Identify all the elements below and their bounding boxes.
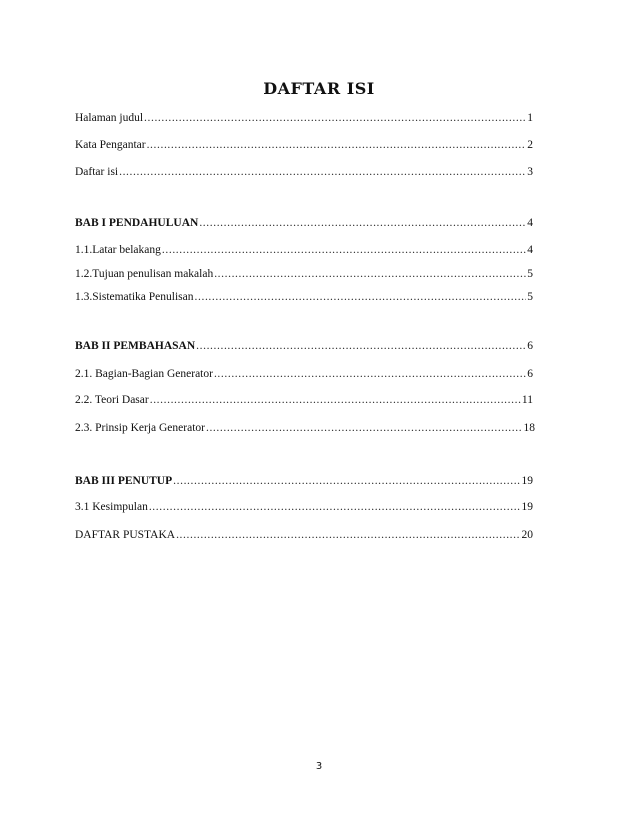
toc-leader-dots [173, 474, 520, 488]
toc-entry-label: 3.1 Kesimpulan [75, 501, 148, 513]
toc-entry-2-1 [75, 367, 533, 381]
toc-leader-dots [147, 138, 527, 152]
toc-entry-bab-2 [75, 339, 533, 353]
toc-entry-daftar-isi [75, 165, 533, 179]
toc-entry-label: BAB III PENUTUP [75, 475, 173, 487]
toc-entry-label: 2.2. Teori Dasar [75, 394, 149, 406]
toc-leader-dots [144, 111, 526, 125]
toc-entry-page: 20 [521, 529, 533, 541]
toc-entry-page: 4 [527, 217, 533, 229]
toc-entry-label: 1.3.Sistematika Penulisan [75, 291, 194, 303]
toc-entry-1-2 [75, 267, 533, 281]
toc-entry-label: 2.1. Bagian-Bagian Generator [75, 368, 213, 380]
toc-leader-dots [162, 243, 526, 257]
toc-entry-label: 1.1.Latar belakang [75, 244, 161, 256]
toc-entry-kata-pengantar [75, 138, 533, 152]
toc-entry-page: 6 [527, 340, 533, 352]
toc-entry-page: 2 [527, 139, 533, 151]
toc-leader-dots [150, 393, 521, 407]
toc-entry-label: 1.2.Tujuan penulisan makalah [75, 268, 214, 280]
toc-entry-label: 2.3. Prinsip Kerja Generator [75, 422, 205, 434]
toc-leader-dots [196, 339, 526, 353]
toc-entry-2-2 [75, 393, 533, 407]
toc-entry-2-3 [75, 421, 535, 435]
toc-entry-page: 5 [527, 291, 533, 303]
toc-entry-page: 19 [521, 501, 533, 513]
toc-entry-page: 4 [527, 244, 533, 256]
toc-entry-page: 1 [527, 112, 533, 124]
toc-entry-page: 11 [521, 394, 533, 406]
toc-entry-label: Kata Pengantar [75, 139, 146, 151]
toc-entry-label: Daftar isi [75, 166, 119, 178]
toc-entry-daftar-pustaka [75, 528, 533, 542]
toc-entry-page: 5 [527, 268, 533, 280]
toc-entry-1-1 [75, 243, 533, 257]
toc-entry-label: BAB II PEMBAHASAN [75, 340, 196, 352]
toc-leader-dots [176, 528, 520, 542]
toc-entry-bab-1 [75, 216, 533, 230]
toc-entry-page: 18 [523, 422, 535, 434]
toc-entry-page: 3 [527, 166, 533, 178]
toc-entry-3-1 [75, 500, 533, 514]
toc-leader-dots [206, 421, 523, 435]
toc-entry-bab-3 [75, 474, 533, 488]
toc-leader-dots [214, 267, 526, 281]
toc-entry-1-3 [75, 290, 533, 304]
toc-entry-page: 6 [527, 368, 533, 380]
toc-leader-dots [199, 216, 526, 230]
toc-entry-label: DAFTAR PUSTAKA [75, 529, 176, 541]
toc-leader-dots [214, 367, 526, 381]
toc-leader-dots [149, 500, 521, 514]
toc-entry-halaman-judul [75, 111, 533, 125]
toc-leader-dots [119, 165, 526, 179]
toc-entry-page: 19 [521, 475, 533, 487]
page-number: 3 [315, 761, 323, 772]
toc-entry-label: BAB I PENDAHULUAN [75, 217, 199, 229]
toc-leader-dots [195, 290, 527, 304]
toc-entry-label: Halaman judul [75, 112, 144, 124]
page-title: DAFTAR ISI [263, 79, 375, 98]
